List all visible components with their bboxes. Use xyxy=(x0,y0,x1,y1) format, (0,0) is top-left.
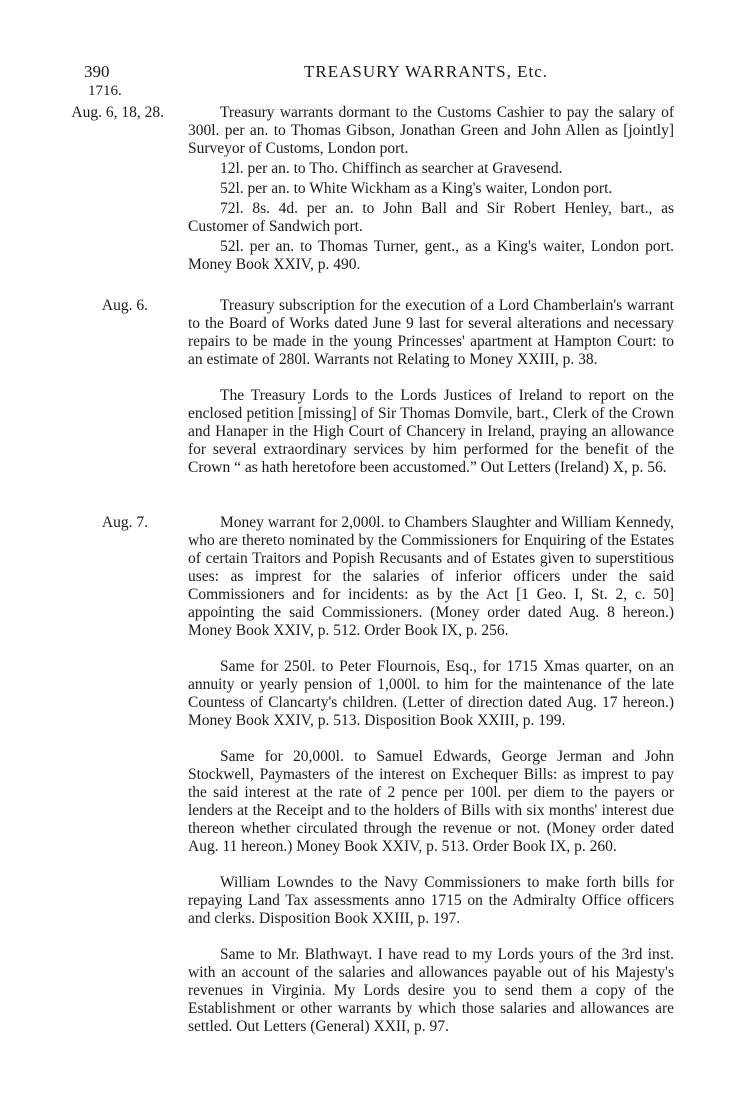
running-head: TREASURY WARRANTS, Etc. xyxy=(303,62,549,81)
entry-block xyxy=(188,297,674,477)
entry-date xyxy=(64,104,164,122)
entry-date xyxy=(64,297,148,315)
entry-paragraph: William Lowndes to the Navy Commissioners to make forth bills for repaying Land Tax assessments anno 1715 on the Admiralty Office officers and clerks. Disposition Book XXIII, p. 197. xyxy=(188,874,674,927)
entry-paragraph: 12l. per an. to Tho. Chiffinch as searcher at Gravesend. xyxy=(220,160,563,177)
entry-date xyxy=(64,514,148,532)
entry-date-text: Aug. 6. xyxy=(101,297,148,314)
entry-paragraph: Same to Mr. Blathwayt. I have read to my Lords yours of the 3rd inst. with an account of the salaries and allowances payable out of his Majesty's revenues in Virginia. My Lords desire you to send them a copy of the Establishment or other warrants by which those salaries and allowances are settled. Out Letters (General) XXII, p. 97. xyxy=(188,946,674,1035)
entry-date-text: Aug. 6, 18, 28. xyxy=(71,104,164,121)
entry-paragraph: 52l. per an. to Thomas Turner, gent., as a King's waiter, London port. Money Book XXIV, p. 490. xyxy=(188,238,674,273)
entry-paragraph: Treasury warrants dormant to the Customs Cashier to pay the salary of 300l. per an. to Thomas Gibson, Jonathan Green and John Allen as [jointly] Surveyor of Customs, London port. xyxy=(188,104,674,157)
entry-paragraph: 72l. 8s. 4d. per an. to John Ball and Sir Robert Henley, bart., as Customer of Sandwich port. xyxy=(188,200,674,235)
entry-paragraph: Same for 20,000l. to Samuel Edwards, George Jerman and John Stockwell, Paymasters of the interest on Exchequer Bills: as imprest to pay the said interest at the rate of 2 pence per 100l. per diem to the payers or lenders at the Receipt and to the holders of Bills with six months' interest due thereon whether circulated through the revenue or not. (Money order dated Aug. 11 hereon.) Money Book XXIV, p. 513. Order Book IX, p. 260. xyxy=(188,748,674,855)
entry-paragraph: The Treasury Lords to the Lords Justices of Ireland to report on the enclosed petition [missing] of Sir Thomas Domvile, bart., Clerk of the Crown and Hanaper in the High Court of Chancery in Ireland, praying an allowance for several extraordinary services by him performed for the benefit of the Crown “ as hath heretofore been accustomed.” Out Letters (Ireland) X, p. 56. xyxy=(188,387,674,476)
entry-paragraph: 52l. per an. to White Wickham as a King's waiter, London port. xyxy=(220,180,613,197)
entry-block xyxy=(188,104,674,274)
year-label: 1716. xyxy=(88,83,122,99)
entry-block xyxy=(188,514,674,1036)
page-number: 390 xyxy=(84,62,110,81)
entry-paragraph: Money warrant for 2,000l. to Chambers Slaughter and William Kennedy, who are thereto nominated by the Commissioners for Enquiring of the Estates of certain Traitors and Popish Recusants and of Estates given to superstitious uses: as imprest for the salaries of inferior officers under the said Commissioners and for incidents: as by the Act [1 Geo. I, St. 2, c. 50] appointing the said Commissioners. (Money order dated Aug. 8 hereon.) Money Book XXIV, p. 512. Order Book IX, p. 256. xyxy=(188,514,674,639)
entry-paragraph: Same for 250l. to Peter Flournois, Esq., for 1715 Xmas quarter, on an annuity or yearly pension of 1,000l. to him for the maintenance of the late Countess of Clancarty's children. (Letter of direction dated Aug. 17 hereon.) Money Book XXIV, p. 513. Disposition Book XXIII, p. 199. xyxy=(188,658,674,729)
entry-date-text: Aug. 7. xyxy=(101,514,148,531)
entry-paragraph: Treasury subscription for the execution of a Lord Chamberlain's warrant to the Board of Works dated June 9 last for several alterations and necessary repairs to be made in the young Princesses' apartment at Hampton Court: to an estimate of 280l. Warrants not Relating to Money XXIII, p. 38. xyxy=(188,297,674,368)
